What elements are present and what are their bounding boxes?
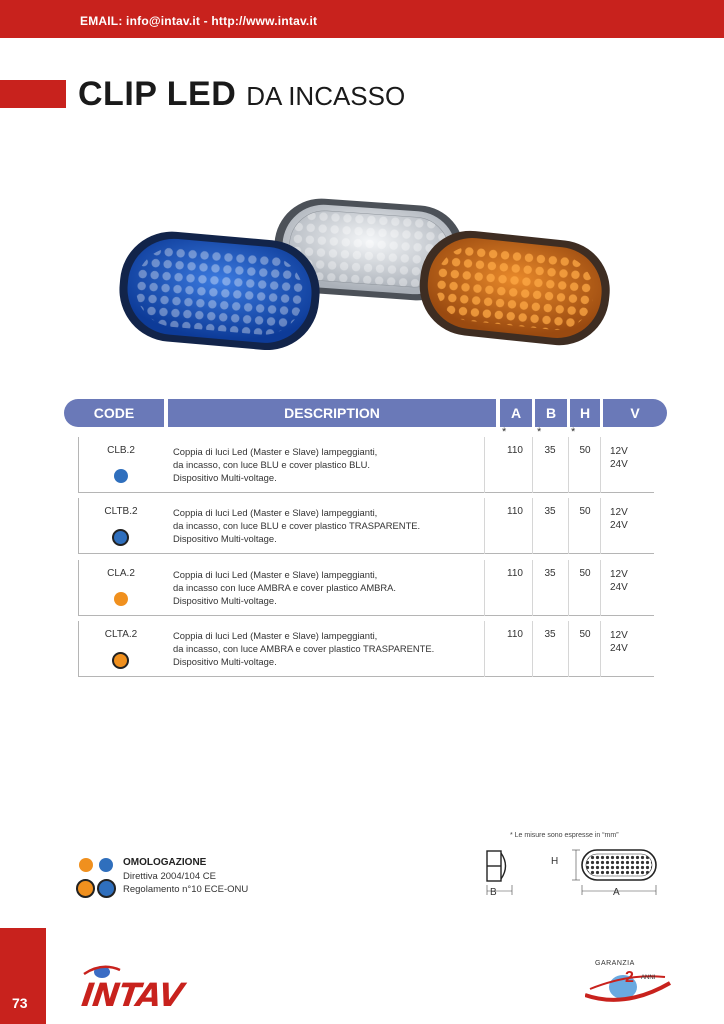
omologazione-title: OMOLOGAZIONE (123, 857, 207, 868)
star-a: * (502, 426, 507, 438)
dim-b: 35 (544, 445, 556, 456)
color-dot-ring (112, 652, 129, 669)
desc-line-1: Coppia di luci Led (Master e Slave) lampeggianti, (173, 446, 378, 457)
voltage (610, 445, 628, 471)
desc-line-2: da incasso con luce AMBRA e cover plastico AMBRA. (173, 582, 397, 593)
omologazione-line-1: Direttiva 2004/104 CE (123, 871, 216, 882)
color-dot-ring (112, 529, 129, 546)
desc-line-3: Dispositivo Multi-voltage. (173, 533, 277, 544)
row-description (173, 568, 396, 607)
header-v: V (603, 399, 667, 427)
table-row (78, 621, 654, 677)
dim-b: 35 (544, 629, 556, 640)
color-dot (114, 469, 128, 483)
dimension-diagram (480, 845, 660, 905)
header-description: DESCRIPTION (168, 399, 496, 427)
label-b: B (490, 887, 497, 898)
anni-number: 2 (625, 969, 634, 986)
voltage (610, 629, 628, 655)
label-a: A (613, 887, 620, 898)
table-row (78, 437, 654, 493)
omologazione-line-2: Regolamento n°10 ECE-ONU (123, 884, 249, 895)
voltage (610, 506, 628, 532)
email-line[interactable]: EMAIL: info@intav.it - http://www.intav.it (80, 14, 318, 28)
dim-h: 50 (579, 568, 591, 579)
product-image (100, 190, 640, 365)
dim-b: 35 (544, 568, 556, 579)
table-row (78, 498, 654, 554)
header-a: A (500, 399, 532, 427)
page-title (78, 74, 405, 116)
star-b: * (537, 426, 542, 438)
row-description (173, 629, 434, 668)
table-row (78, 560, 654, 616)
voltage-1: 12V (610, 630, 628, 641)
desc-line-2: da incasso, con luce BLU e cover plastico BLU. (173, 459, 370, 470)
row-code: CLB.2 (107, 445, 135, 456)
row-code: CLTA.2 (104, 629, 138, 640)
page-number: 73 (12, 995, 28, 1011)
dim-a: 110 (507, 568, 523, 579)
voltage (610, 568, 628, 594)
voltage-1: 12V (610, 569, 628, 580)
voltage-2: 24V (610, 643, 628, 654)
row-code: CLA.2 (107, 568, 135, 579)
measure-note: * Le misure sono espresse in “mm” (510, 832, 619, 839)
desc-line-3: Dispositivo Multi-voltage. (173, 595, 277, 606)
header-code: CODE (64, 399, 164, 427)
dim-a: 110 (507, 506, 523, 517)
desc-line-1: Coppia di luci Led (Master e Slave) lampeggianti, (173, 630, 378, 641)
voltage-1: 12V (610, 446, 628, 457)
row-code: CLTB.2 (104, 506, 138, 517)
header-b: B (535, 399, 567, 427)
top-bar (0, 0, 724, 38)
desc-line-1: Coppia di luci Led (Master e Slave) lampeggianti, (173, 507, 378, 518)
voltage-2: 24V (610, 582, 628, 593)
title-tab (0, 80, 66, 108)
dim-a: 110 (507, 629, 523, 640)
label-h: H (551, 856, 559, 867)
header-h: H (570, 399, 600, 427)
dim-h: 50 (579, 445, 591, 456)
dim-h: 50 (579, 506, 591, 517)
garanzia-badge (585, 955, 675, 1005)
amber-dot (79, 858, 93, 872)
desc-line-3: Dispositivo Multi-voltage. (173, 656, 277, 667)
desc-line-2: da incasso, con luce BLU e cover plastico TRASPARENTE. (173, 520, 421, 531)
row-description (173, 506, 420, 545)
dim-b: 35 (544, 506, 556, 517)
desc-line-2: da incasso, con luce AMBRA e cover plastico TRASPARENTE. (173, 643, 435, 654)
garanzia-label: GARANZIA (595, 960, 635, 967)
desc-line-3: Dispositivo Multi-voltage. (173, 472, 277, 483)
row-description (173, 445, 377, 484)
star-h: * (571, 426, 576, 438)
blue-ring-dot (97, 879, 116, 898)
intav-logo: INTAV (79, 976, 186, 1014)
blue-dot (99, 858, 113, 872)
page-number-tab (0, 928, 46, 1024)
dim-a: 110 (507, 445, 523, 456)
desc-line-1: Coppia di luci Led (Master e Slave) lampeggianti, (173, 569, 378, 580)
title-sub: DA INCASSO (246, 81, 406, 111)
amber-ring-dot (76, 879, 95, 898)
voltage-1: 12V (610, 507, 628, 518)
title-main: CLIP LED (78, 75, 237, 113)
voltage-2: 24V (610, 459, 628, 470)
voltage-2: 24V (610, 520, 628, 531)
color-dot (114, 592, 128, 606)
anni-label: ANNI (641, 975, 656, 981)
dim-h: 50 (579, 629, 591, 640)
